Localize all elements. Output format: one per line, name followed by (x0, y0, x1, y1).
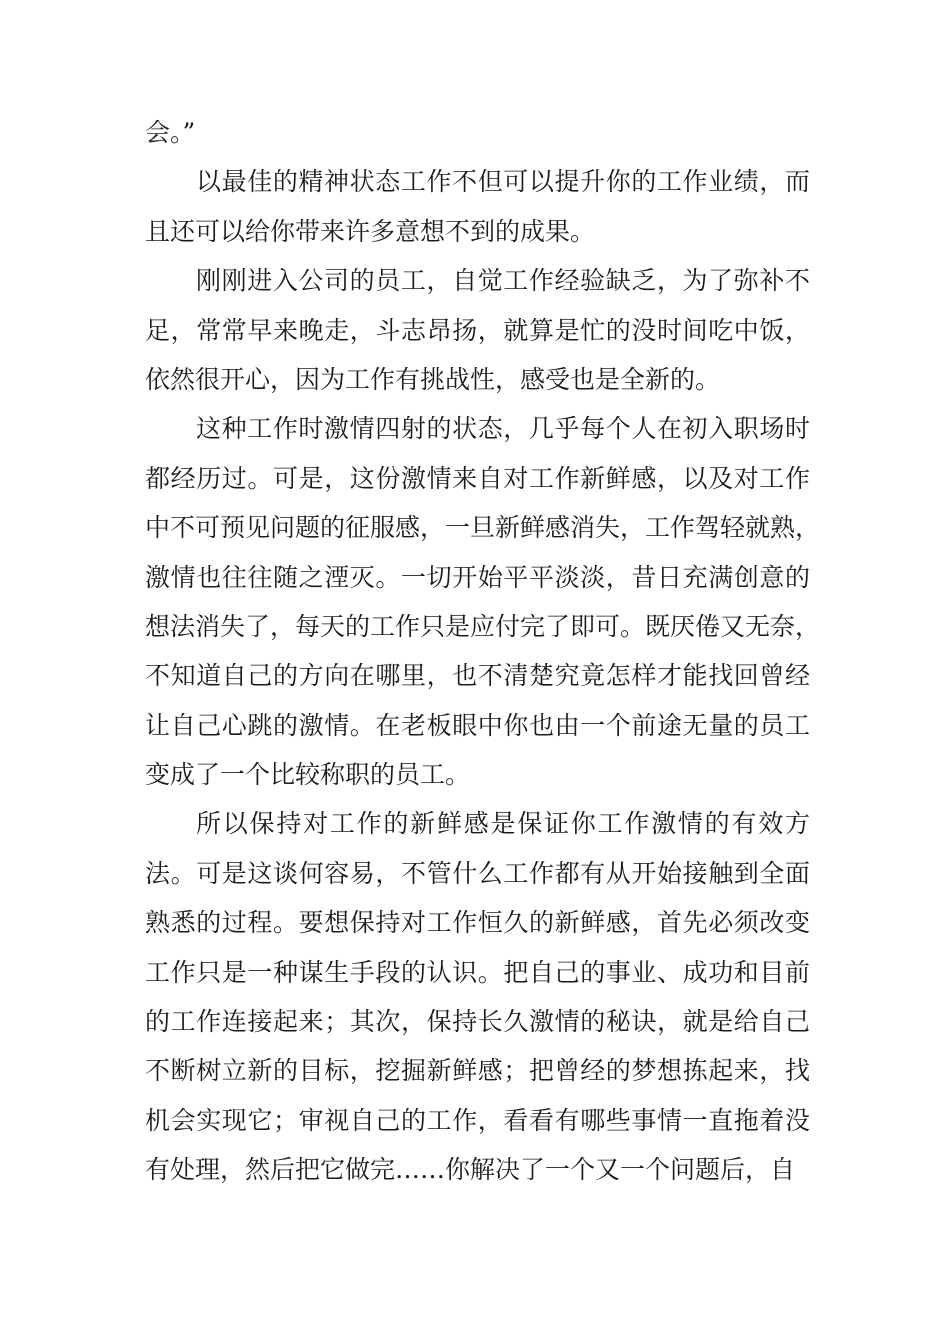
document-body (145, 108, 821, 1195)
paragraph-line: 熟悉的过程。要想保持对工作恒久的新鲜感，首先必须改变 (145, 908, 810, 938)
paragraph (145, 108, 810, 157)
paragraph (145, 256, 810, 404)
paragraph (145, 157, 810, 256)
paragraph-line: 不断树立新的目标，挖掘新鲜感；把曾经的梦想拣起来，找 (145, 1056, 810, 1086)
paragraph-line: 刚刚进入公司的员工，自觉工作经验缺乏，为了弥补不 (196, 266, 810, 296)
paragraph-line: 变成了一个比较称职的员工。 (145, 760, 471, 790)
paragraph-line: 的工作连接起来；其次，保持长久激情的秘诀，就是给自己 (145, 1007, 810, 1037)
paragraph-line: 想法消失了，每天的工作只是应付完了即可。既厌倦又无奈， (145, 611, 821, 641)
paragraph (145, 404, 821, 799)
paragraph-line: 工作只是一种谋生手段的认识。把自己的事业、成功和目前 (145, 957, 810, 987)
paragraph-line: 依然很开心，因为工作有挑战性，感受也是全新的。 (145, 364, 721, 394)
paragraph-line: 所以保持对工作的新鲜感是保证你工作激情的有效方 (196, 809, 810, 839)
paragraph-line: 且还可以给你带来许多意想不到的成果。 (145, 216, 596, 246)
paragraph (145, 799, 810, 1194)
paragraph-line: 不知道自己的方向在哪里，也不清楚究竟怎样才能找回曾经 (145, 661, 810, 691)
paragraph-line: 这种工作时激情四射的状态，几乎每个人在初入职场时 (196, 414, 810, 444)
paragraph-line: 激情也往往随之湮灭。一切开始平平淡淡，昔日充满创意的 (145, 562, 810, 592)
paragraph-line: 让自己心跳的激情。在老板眼中你也由一个前途无量的员工 (145, 710, 810, 740)
paragraph-line: 有处理，然后把它做完……你解决了一个又一个问题后，自 (145, 1155, 796, 1185)
paragraph-line: 机会实现它；审视自己的工作，看看有哪些事情一直拖着没 (145, 1105, 810, 1135)
paragraph-line: 都经历过。可是，这份激情来自对工作新鲜感，以及对工作 (145, 463, 810, 493)
paragraph-line: 法。可是这谈何容易，不管什么工作都有从开始接触到全面 (145, 858, 810, 888)
paragraph-line: 会。” (145, 118, 196, 147)
paragraph-line: 中不可预见问题的征服感，一旦新鲜感消失，工作驾轻就熟， (145, 513, 821, 543)
paragraph-line: 足，常常早来晚走，斗志昂扬，就算是忙的没时间吃中饭， (145, 315, 810, 345)
paragraph-line: 以最佳的精神状态工作不但可以提升你的工作业绩，而 (196, 167, 810, 197)
